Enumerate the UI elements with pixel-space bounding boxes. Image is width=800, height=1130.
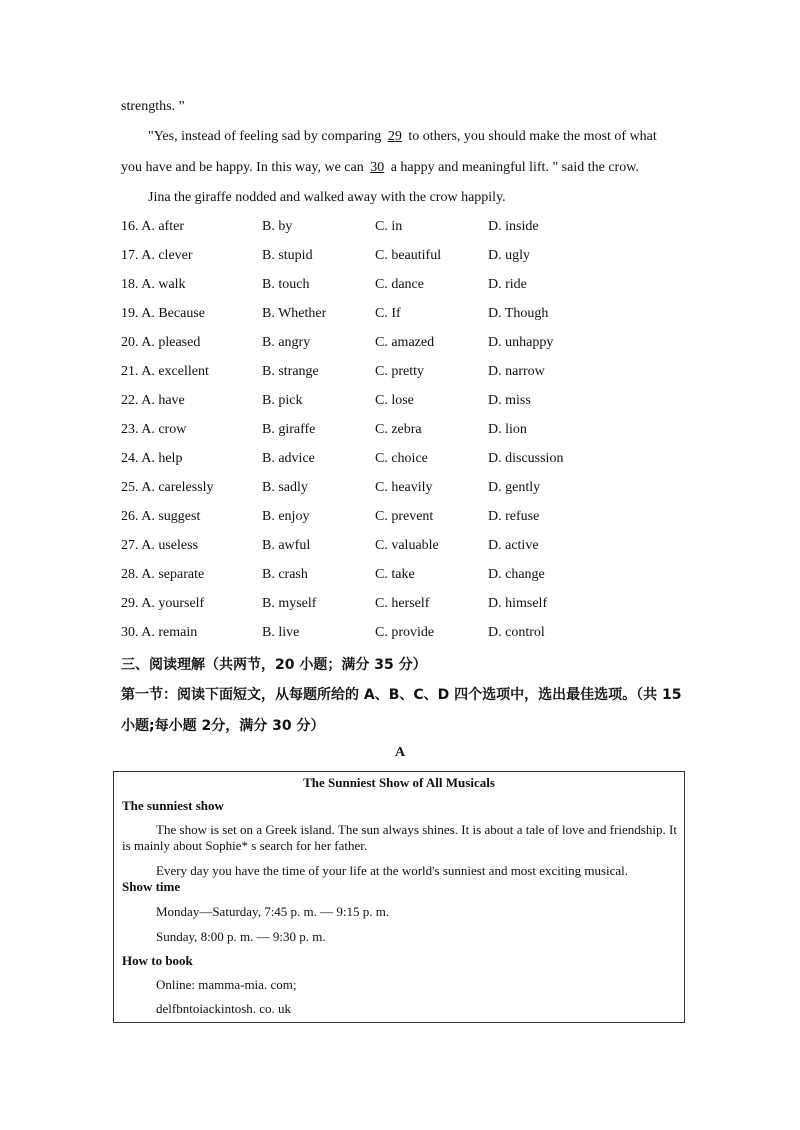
ad-heading: How to book bbox=[122, 953, 193, 968]
question-row bbox=[121, 306, 681, 326]
booking-line: delfbntoiackintosh. co. uk bbox=[156, 1001, 292, 1016]
blank-29: 29 bbox=[387, 129, 402, 144]
option-d: D. active bbox=[488, 538, 539, 553]
option-a: 23. A. crow bbox=[121, 422, 187, 437]
option-b: B. sadly bbox=[262, 480, 308, 495]
question-row bbox=[121, 567, 681, 587]
option-c: C. provide bbox=[375, 625, 435, 640]
option-c: C. lose bbox=[375, 393, 414, 408]
question-row bbox=[121, 364, 681, 384]
option-d: D. unhappy bbox=[488, 335, 554, 350]
option-b: B. strange bbox=[262, 364, 319, 379]
option-d: D. miss bbox=[488, 393, 531, 408]
option-c: C. choice bbox=[375, 451, 428, 466]
option-b: B. crash bbox=[262, 567, 308, 582]
option-c: C. If bbox=[375, 306, 401, 321]
booking-line: Online: mamma-mia. com; bbox=[156, 977, 297, 992]
option-b: B. touch bbox=[262, 277, 310, 292]
passage-label: A bbox=[394, 745, 406, 760]
option-b: B. Whether bbox=[262, 306, 327, 321]
question-row bbox=[121, 277, 681, 297]
option-a: 25. A. carelessly bbox=[121, 480, 214, 495]
option-b: B. enjoy bbox=[262, 509, 310, 524]
option-a: 30. A. remain bbox=[121, 625, 198, 640]
ad-heading: Show time bbox=[122, 879, 181, 894]
question-row bbox=[121, 509, 681, 529]
option-c: C. dance bbox=[375, 277, 424, 292]
option-d: D. change bbox=[488, 567, 545, 582]
option-c: C. beautiful bbox=[375, 248, 442, 263]
option-c: C. in bbox=[375, 219, 403, 234]
option-b: B. awful bbox=[262, 538, 311, 553]
ad-title: The Sunniest Show of All Musicals bbox=[303, 775, 495, 790]
option-c: C. pretty bbox=[375, 364, 424, 379]
option-b: B. stupid bbox=[262, 248, 313, 263]
option-d: D. refuse bbox=[488, 509, 540, 524]
option-a: 24. A. help bbox=[121, 451, 183, 466]
option-a: 16. A. after bbox=[121, 219, 184, 234]
advertisement-box bbox=[113, 771, 685, 1023]
show-time-line: Sunday, 8:00 p. m. — 9:30 p. m. bbox=[156, 929, 326, 944]
option-b: B. by bbox=[262, 219, 293, 234]
passage-line: you have and be happy. In this way, we can 30 a happy and meaningful lift. " said the crow. bbox=[121, 160, 639, 175]
option-d: D. himself bbox=[488, 596, 548, 611]
option-a: 20. A. pleased bbox=[121, 335, 201, 350]
option-b: B. myself bbox=[262, 596, 317, 611]
question-row bbox=[121, 335, 681, 355]
option-d: D. discussion bbox=[488, 451, 564, 466]
option-c: C. zebra bbox=[375, 422, 422, 437]
option-c: C. take bbox=[375, 567, 415, 582]
question-row bbox=[121, 596, 681, 616]
section-heading: 三、阅读理解（共两节，20 小题；满分 35 分） bbox=[121, 657, 427, 673]
option-a: 17. A. clever bbox=[121, 248, 193, 263]
option-a: 26. A. suggest bbox=[121, 509, 201, 524]
question-row bbox=[121, 538, 681, 558]
option-c: C. amazed bbox=[375, 335, 435, 350]
blank-30: 30 bbox=[370, 160, 385, 175]
option-d: D. narrow bbox=[488, 364, 545, 379]
ad-heading: The sunniest show bbox=[122, 798, 224, 813]
option-a: 18. A. walk bbox=[121, 277, 186, 292]
section-instruction: 第一节：阅读下面短文，从每题所给的 A、B、C、D 四个选项中，选出最佳选项。（共 15 bbox=[121, 687, 682, 703]
option-a: 28. A. separate bbox=[121, 567, 205, 582]
question-row bbox=[121, 451, 681, 471]
ad-paragraph: The show is set on a Greek island. The sun always shines. It is about a tale of love and friendship. It is mainly about Sophie* s search for her father. bbox=[122, 822, 677, 853]
show-time-line: Monday—Saturday, 7:45 p. m. — 9:15 p. m. bbox=[156, 904, 390, 919]
option-d: D. lion bbox=[488, 422, 527, 437]
option-c: C. heavily bbox=[375, 480, 433, 495]
option-c: C. herself bbox=[375, 596, 430, 611]
section-instruction: 小题;每小题 2分，满分 30 分） bbox=[121, 718, 325, 734]
option-a: 27. A. useless bbox=[121, 538, 198, 553]
passage-line: strengths. ” bbox=[121, 99, 185, 114]
option-d: D. ugly bbox=[488, 248, 530, 263]
option-b: B. pick bbox=[262, 393, 303, 408]
passage-line: "Yes, instead of feeling sad by comparing 29 to others, you should make the most of what bbox=[148, 129, 657, 144]
question-row bbox=[121, 393, 681, 413]
ad-paragraph: Every day you have the time of your life at the world's sunniest and most exciting musical. bbox=[156, 863, 629, 878]
passage-line: Jina the giraffe nodded and walked away with the crow happily. bbox=[148, 190, 506, 205]
question-row bbox=[121, 219, 681, 239]
option-d: D. ride bbox=[488, 277, 527, 292]
question-row bbox=[121, 480, 681, 500]
question-row bbox=[121, 422, 681, 442]
question-row bbox=[121, 248, 681, 268]
option-d: D. inside bbox=[488, 219, 539, 234]
option-c: C. valuable bbox=[375, 538, 439, 553]
option-b: B. advice bbox=[262, 451, 315, 466]
option-d: D. gently bbox=[488, 480, 541, 495]
option-a: 22. A. have bbox=[121, 393, 185, 408]
option-a: 19. A. Because bbox=[121, 306, 205, 321]
option-d: D. Though bbox=[488, 306, 549, 321]
option-b: B. angry bbox=[262, 335, 311, 350]
option-b: B. live bbox=[262, 625, 300, 640]
option-d: D. control bbox=[488, 625, 545, 640]
option-c: C. prevent bbox=[375, 509, 434, 524]
option-a: 29. A. yourself bbox=[121, 596, 205, 611]
option-a: 21. A. excellent bbox=[121, 364, 209, 379]
question-row bbox=[121, 625, 681, 645]
option-b: B. giraffe bbox=[262, 422, 316, 437]
